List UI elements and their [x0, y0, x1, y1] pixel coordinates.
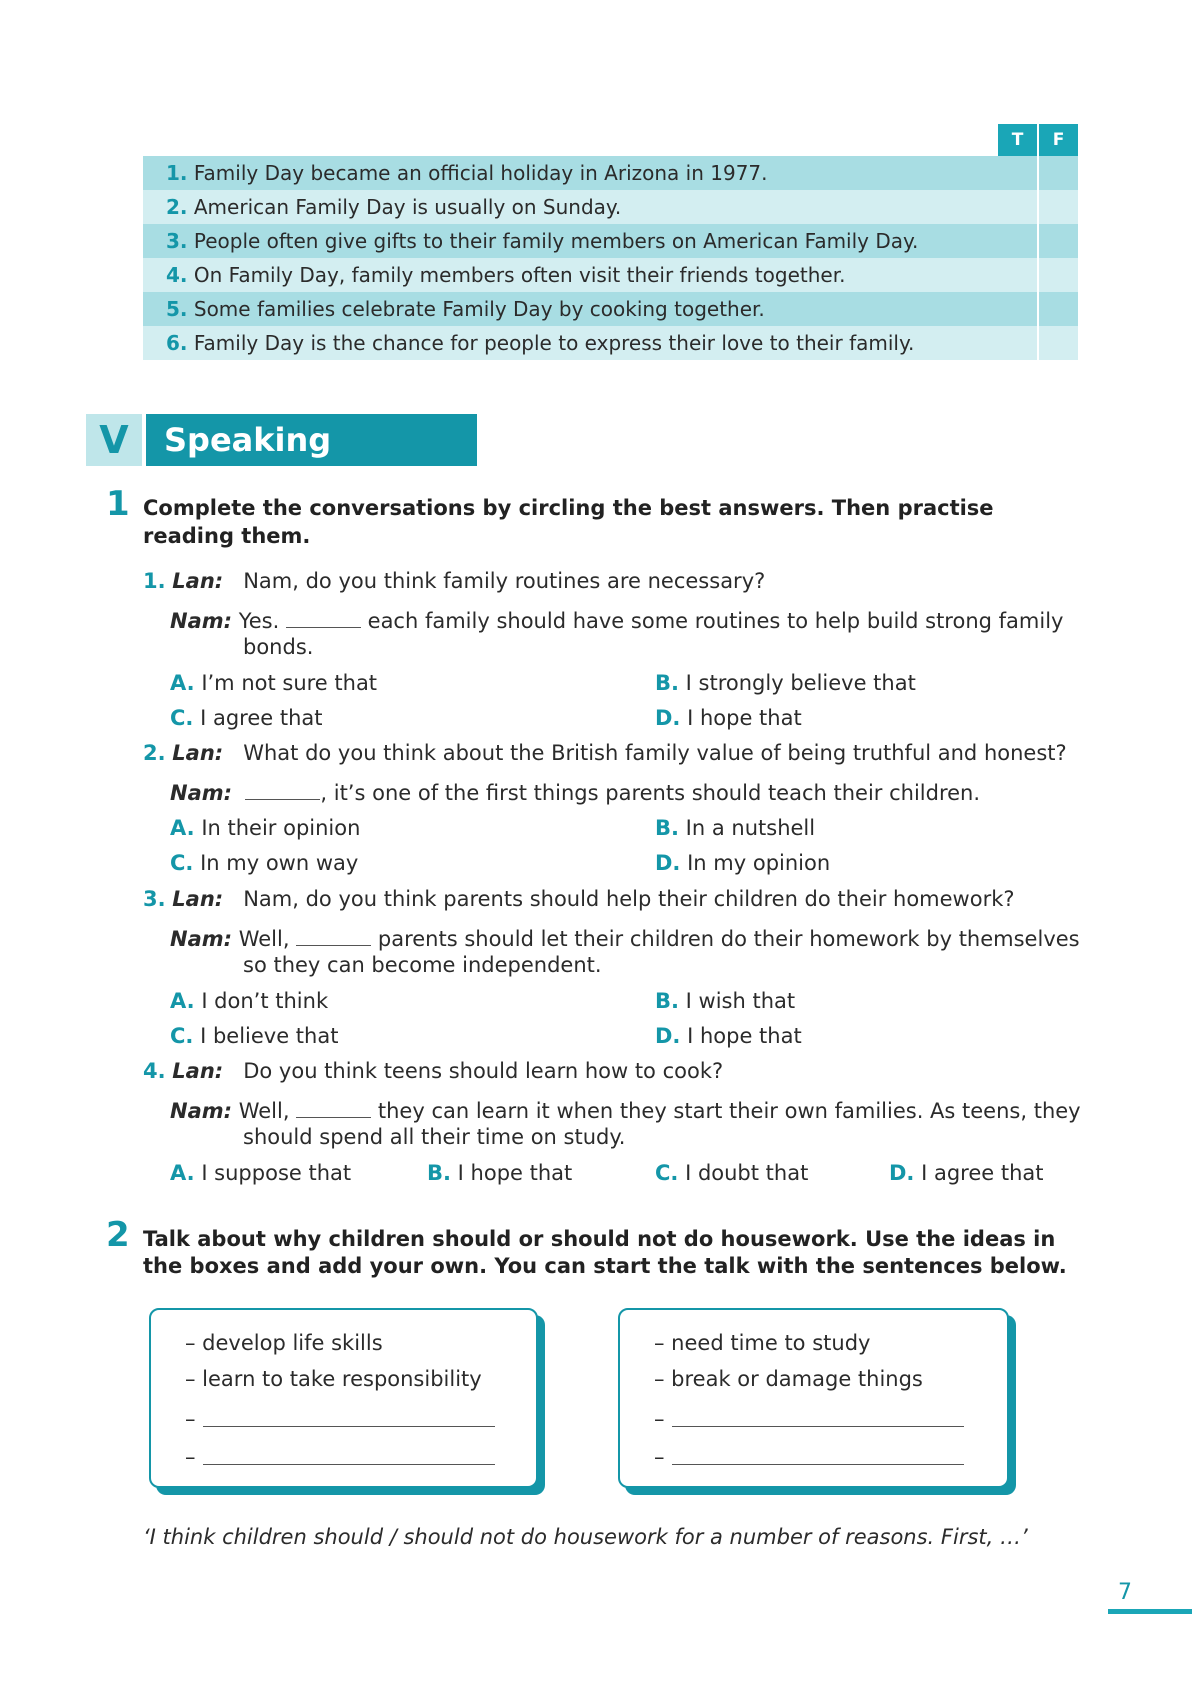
idea-blank-line[interactable] [203, 1426, 495, 1427]
option-c[interactable]: C. I agree that [170, 706, 323, 730]
idea-item: – develop life skills [185, 1331, 383, 1355]
true-answer-box[interactable] [998, 156, 1037, 190]
tf-statement: 3. People often give gifts to their family members on American Family Day. [143, 224, 998, 258]
false-answer-box[interactable] [1039, 156, 1078, 190]
idea-item: – break or damage things [654, 1367, 923, 1391]
ideas-box-should [149, 1308, 538, 1488]
tf-header-true: T [998, 124, 1037, 156]
question-2: 2. Lan: What do you think about the British family value of being truthful and honest? [143, 741, 1067, 765]
question-3: 3. Lan: Nam, do you think parents should help their children do their homework? [143, 887, 1015, 911]
idea-blank-line[interactable] [203, 1464, 495, 1465]
option-a[interactable]: A. I don’t think [170, 989, 329, 1013]
option-c[interactable]: C. I doubt that [655, 1161, 809, 1185]
task-1-instruction: Complete the conversations by circling the best answers. Then practise reading them. [143, 496, 994, 548]
idea-item: – need time to study [654, 1331, 871, 1355]
idea-dash: – [654, 1407, 665, 1431]
answer-blank[interactable] [245, 799, 320, 800]
idea-item: – learn to take responsibility [185, 1367, 482, 1391]
true-answer-box[interactable] [998, 258, 1037, 292]
task-2-instruction-line-2: the boxes and add your own. You can start the talk with the sentences below. [143, 1254, 1067, 1278]
option-c[interactable]: C. I believe that [170, 1024, 339, 1048]
tf-row [143, 326, 1078, 360]
tf-row [143, 190, 1078, 224]
idea-dash: – [185, 1445, 196, 1469]
section-letter: V [86, 414, 142, 466]
false-answer-box[interactable] [1039, 292, 1078, 326]
tf-header-false: F [1039, 124, 1078, 156]
answer-4: Nam: Well, they can learn it when they start their own families. As teens, they [170, 1099, 1081, 1123]
true-answer-box[interactable] [998, 326, 1037, 360]
answer-3: Nam: Well, parents should let their children do their homework by themselves [170, 927, 1080, 951]
answer-blank[interactable] [296, 1117, 371, 1118]
option-d[interactable]: D. In my opinion [655, 851, 831, 875]
idea-dash: – [654, 1445, 665, 1469]
false-answer-box[interactable] [1039, 190, 1078, 224]
idea-blank-line[interactable] [672, 1426, 964, 1427]
page-number-bar [1108, 1609, 1192, 1614]
page-number: 7 [1118, 1580, 1132, 1605]
option-a[interactable]: A. I suppose that [170, 1161, 352, 1185]
tf-statement: 6. Family Day is the chance for people to express their love to their family. [143, 326, 998, 360]
option-c[interactable]: C. In my own way [170, 851, 359, 875]
starter-sentence: ‘I think children should / should not do housework for a number of reasons. First, …’ [143, 1525, 1028, 1549]
true-answer-box[interactable] [998, 190, 1037, 224]
answer-blank[interactable] [286, 627, 361, 628]
false-answer-box[interactable] [1039, 224, 1078, 258]
tf-statement: 2. American Family Day is usually on Sunday. [143, 190, 998, 224]
tf-statement: 5. Some families celebrate Family Day by cooking together. [143, 292, 998, 326]
ideas-box-should-not [618, 1308, 1009, 1488]
answer-1-continued: bonds. [243, 635, 314, 659]
answer-4-continued: should spend all their time on study. [243, 1125, 626, 1149]
option-a[interactable]: A. I’m not sure that [170, 671, 378, 695]
option-d[interactable]: D. I hope that [655, 706, 802, 730]
tf-statement: 1. Family Day became an official holiday in Arizona in 1977. [143, 156, 998, 190]
idea-blank-line[interactable] [672, 1464, 964, 1465]
false-answer-box[interactable] [1039, 326, 1078, 360]
idea-dash: – [185, 1407, 196, 1431]
option-b[interactable]: B. I wish that [655, 989, 796, 1013]
section-title: Speaking [146, 414, 477, 466]
tf-statement: 4. On Family Day, family members often visit their friends together. [143, 258, 998, 292]
task-2-number: 2 [106, 1215, 130, 1255]
option-d[interactable]: D. I agree that [889, 1161, 1044, 1185]
tf-row [143, 258, 1078, 292]
tf-row [143, 224, 1078, 258]
question-1: 1. Lan: Nam, do you think family routines are necessary? [143, 569, 766, 593]
answer-1: Nam: Yes. each family should have some routines to help build strong family [170, 609, 1064, 633]
option-a[interactable]: A. In their opinion [170, 816, 361, 840]
true-answer-box[interactable] [998, 292, 1037, 326]
answer-blank[interactable] [296, 945, 371, 946]
tf-row [143, 156, 1078, 190]
answer-3-continued: so they can become independent. [243, 953, 602, 977]
question-4: 4. Lan: Do you think teens should learn how to cook? [143, 1059, 724, 1083]
answer-2: Nam: , it’s one of the first things parents should teach their children. [170, 781, 981, 805]
option-b[interactable]: B. In a nutshell [655, 816, 816, 840]
task-2-instruction-line-1: Talk about why children should or should not do housework. Use the ideas in [143, 1227, 1056, 1251]
option-d[interactable]: D. I hope that [655, 1024, 802, 1048]
option-b[interactable]: B. I hope that [427, 1161, 573, 1185]
task-1-number: 1 [106, 484, 130, 524]
tf-row [143, 292, 1078, 326]
true-answer-box[interactable] [998, 224, 1037, 258]
option-b[interactable]: B. I strongly believe that [655, 671, 916, 695]
false-answer-box[interactable] [1039, 258, 1078, 292]
